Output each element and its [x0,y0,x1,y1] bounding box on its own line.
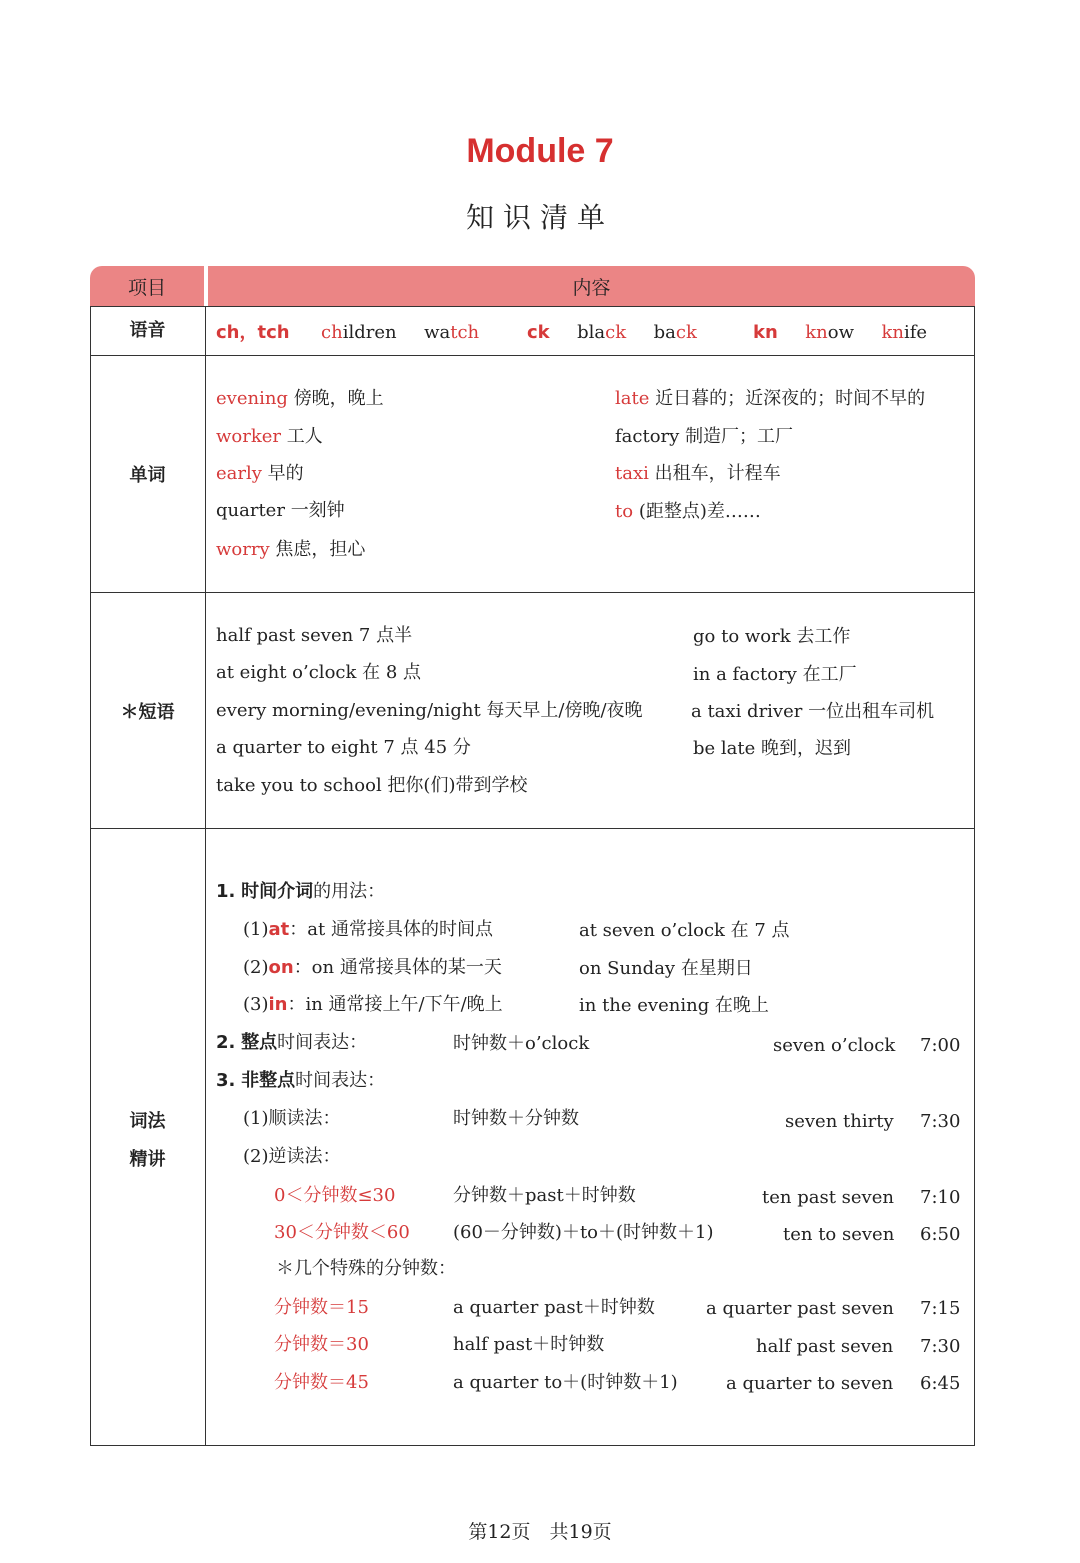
phrase-item: every morning/evening/night 每天早上/傍晚/夜晚 [216,700,643,721]
word-item [615,462,781,486]
phrase-item: take you to school 把你(们)带到学校 [216,775,528,796]
word-zh: 出租车，计程车 [654,463,781,484]
special-example: half past seven [756,1336,894,1357]
word-item [216,538,365,562]
border-row1 [90,355,975,356]
section-heading: 时间表达： [277,1032,368,1053]
word-zh: 一刻钟 [290,500,345,521]
special-condition: 分钟数＝45 [274,1372,369,1393]
grammar-example: seven o’clock [773,1035,896,1056]
pron-word: kn [881,322,904,343]
page-subtitle: 知识清单 [465,201,614,234]
page-footer: 第12页 共19页 [468,1521,612,1543]
item-index: (2) [243,957,269,978]
rule-example: ten past seven [762,1187,894,1208]
section-heading: 时间表达： [295,1070,386,1091]
border-mid [205,306,206,1446]
pron-group-1 [216,321,479,345]
pron-word: wa [424,322,451,343]
item-index: (3) [243,994,269,1015]
header-content: 内容 [208,266,975,306]
word-en: to [615,501,634,522]
grammar-formula: 时钟数＋分钟数 [453,1108,579,1129]
section-keyword: 时间介词 [241,881,314,902]
pron-group-3 [753,321,927,345]
phrase-item: half past seven 7 点半 [216,625,413,646]
item-desc: ：in 通常接上午/下午/晚上 [287,994,503,1015]
word-item [615,500,761,524]
special-example: a quarter to seven [726,1373,894,1394]
grammar-subsection: (1)顺读法： [243,1108,341,1129]
header-item: 项目 [90,266,204,306]
grammar-time: 7:30 [920,1111,961,1132]
item-key: in [268,994,288,1015]
word-en: taxi [615,463,649,484]
rule-time: 7:10 [920,1187,961,1208]
pron-word: kn [805,322,828,343]
phrase-item: in a factory 在工厂 [693,664,857,685]
pron-word: tch [450,322,480,343]
word-en: worker [216,426,282,447]
section-number: 3. [216,1070,236,1091]
word-en: quarter [216,500,285,521]
pron-group-2 [527,321,697,345]
pron-pattern: ch，tch [216,322,290,343]
word-zh: 傍晚，晚上 [293,388,384,409]
special-example: a quarter past seven [706,1298,894,1319]
item-index: (1) [243,919,269,940]
grammar-subsection: (2)逆读法： [243,1146,341,1167]
word-item [216,387,384,411]
item-desc: ：on 通常接具体的某一天 [293,957,502,978]
word-item [216,462,304,486]
grammar-example: on Sunday 在星期日 [579,958,753,979]
border-right [974,306,975,1446]
phrase-item: a quarter to eight 7 点 45 分 [216,737,471,758]
grammar-section-3 [216,1069,385,1093]
pron-word: ck [675,322,697,343]
row-label-pronunciation: 语音 [129,320,166,341]
item-key: at [268,919,290,940]
grammar-formula: 时钟数＋o’clock [453,1033,590,1054]
pron-word: bla [577,322,606,343]
rule-example: ten to seven [783,1224,895,1245]
grammar-item [243,993,503,1017]
grammar-item [243,956,502,980]
rule-condition: 0＜分钟数≤30 [274,1185,396,1206]
word-zh: (距整点)差…… [638,501,761,522]
row-label-grammar-2: 精讲 [129,1149,166,1170]
grammar-item [243,918,493,942]
grammar-example: seven thirty [785,1111,894,1132]
rule-formula: (60－分钟数)＋to＋(时钟数＋1) [453,1222,714,1243]
word-en: factory [615,426,680,447]
item-desc: ：at 通常接具体的时间点 [289,919,493,940]
phrase-item: at eight o’clock 在 8 点 [216,662,422,683]
row-label-grammar-1: 词法 [129,1111,166,1132]
section-number: 1. [216,881,236,902]
rule-condition: 30＜分钟数＜60 [274,1222,410,1243]
pron-word: ba [653,322,676,343]
word-zh: 焦虑，担心 [275,539,366,560]
row-label-phrases: ＊短语 [120,702,175,723]
rule-formula: 分钟数＋past＋时钟数 [453,1185,636,1206]
word-item [216,425,323,449]
grammar-time: 7:00 [920,1035,961,1056]
border-row3 [90,828,975,829]
pron-word: ch [321,322,343,343]
word-en: early [216,463,262,484]
special-condition: 分钟数＝30 [274,1334,369,1355]
phrase-item: be late 晚到，迟到 [693,738,851,759]
word-en: worry [216,539,270,560]
special-formula: half past＋时钟数 [453,1334,605,1355]
special-formula: a quarter to＋(时钟数＋1) [453,1372,678,1393]
page-title: Module 7 [466,132,614,170]
special-formula: a quarter past＋时钟数 [453,1297,655,1318]
border-bottom [90,1445,975,1446]
border-row2 [90,592,975,593]
phrase-item: a taxi driver 一位出租车司机 [691,701,935,722]
grammar-example: in the evening 在晚上 [579,995,769,1016]
rule-time: 6:50 [920,1224,961,1245]
grammar-section-2 [216,1031,367,1055]
pron-word: ife [903,322,928,343]
section-heading: 的用法： [313,881,386,902]
special-condition: 分钟数＝15 [274,1297,369,1318]
word-zh: 近日暮的；近深夜的；时间不早的 [655,388,926,409]
word-item [216,499,345,523]
word-zh: 早的 [267,463,304,484]
word-zh: 制造厂；工厂 [685,426,794,447]
section-number: 2. [216,1032,236,1053]
section-keyword: 非整点 [241,1070,296,1091]
pron-pattern: ck [527,322,550,343]
special-time: 7:30 [920,1336,961,1357]
knowledge-table [90,266,975,1446]
item-key: on [268,957,294,978]
word-item [615,387,925,411]
word-en: evening [216,388,288,409]
grammar-section-1 [216,880,385,904]
pron-word: ow [827,322,855,343]
row-label-words: 单词 [129,465,166,486]
special-time: 6:45 [920,1373,961,1394]
pron-word: ildren [342,322,397,343]
phrase-item: go to work 去工作 [693,626,851,647]
special-label: ＊几个特殊的分钟数： [276,1258,456,1279]
section-keyword: 整点 [241,1032,278,1053]
pron-word: ck [605,322,627,343]
special-time: 7:15 [920,1298,961,1319]
word-zh: 工人 [286,426,323,447]
word-en: late [615,388,650,409]
word-item [615,425,793,449]
grammar-example: at seven o’clock 在 7 点 [579,920,790,941]
pron-pattern: kn [753,322,778,343]
border-header [90,306,975,307]
